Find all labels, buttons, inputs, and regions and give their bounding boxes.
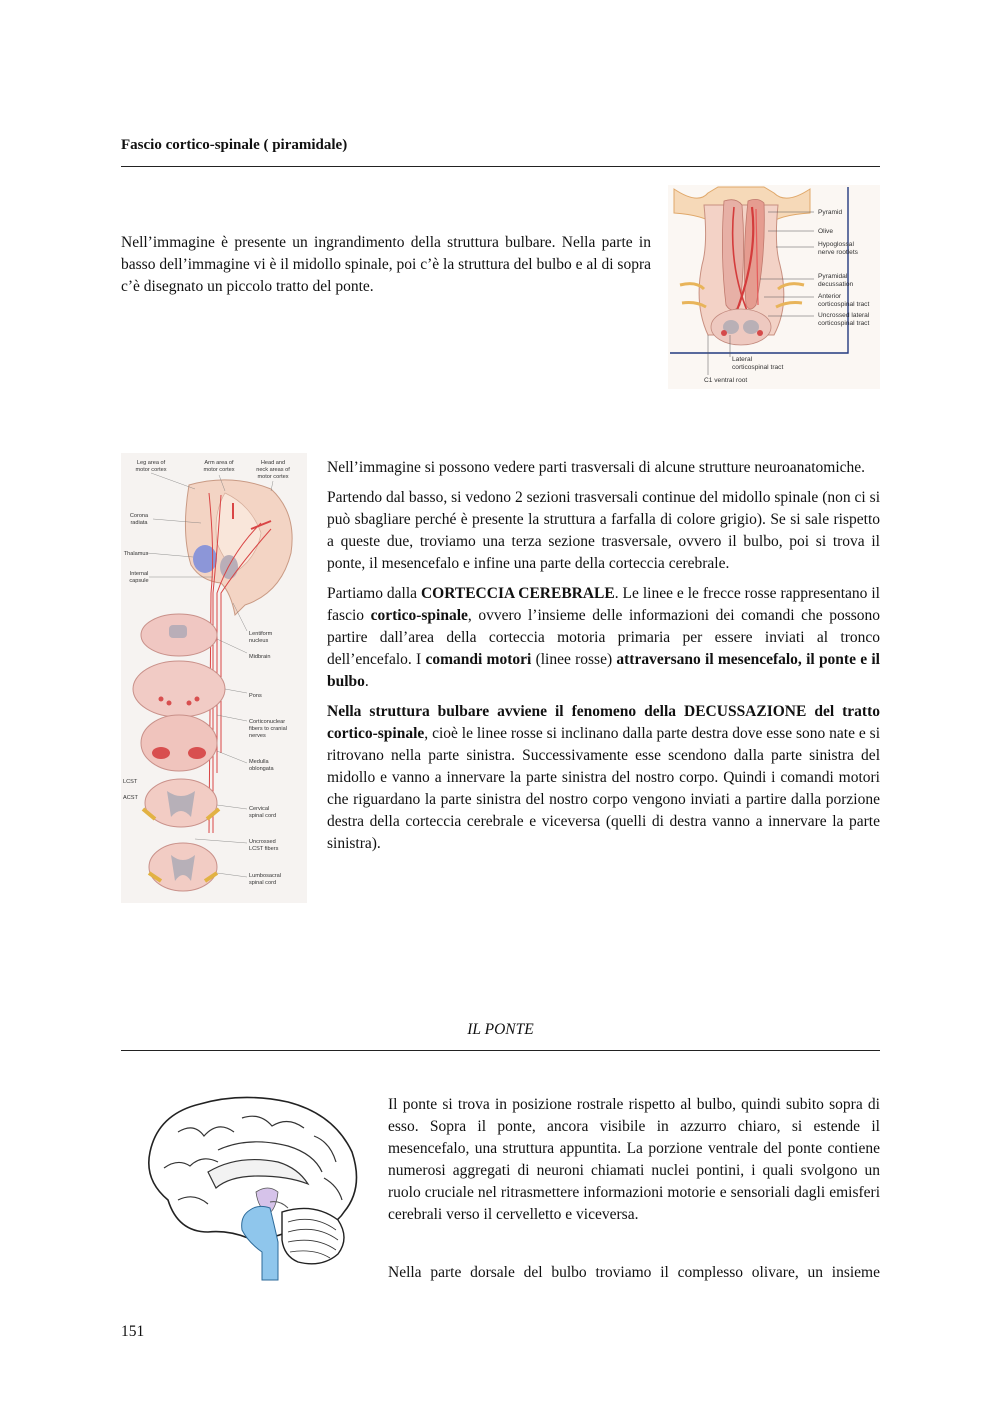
label-corticonuclear-2: fibers to cranial bbox=[249, 726, 287, 732]
label-arm-area-2: motor cortex bbox=[203, 467, 235, 473]
label-head-area-2: neck areas of bbox=[256, 467, 290, 473]
corticospinal-figure bbox=[121, 453, 307, 903]
label-uncrossed-lcst: Uncrossed bbox=[249, 839, 276, 845]
label-hypoglossal-2: nerve rootlets bbox=[818, 249, 858, 256]
olivare-text-block bbox=[388, 1262, 880, 1284]
label-decussation: Pyramidal bbox=[818, 273, 848, 280]
term-corteccia: CORTECCIA CEREBRALE bbox=[420, 585, 615, 602]
label-decussation-2: decussation bbox=[818, 281, 854, 288]
label-head-area: Head and bbox=[260, 460, 286, 466]
label-lateral-2: corticospinal tract bbox=[732, 364, 784, 371]
label-lateral: Lateral bbox=[732, 356, 753, 363]
label-olive: Olive bbox=[818, 228, 834, 235]
label-cervical: Cervical bbox=[249, 806, 270, 812]
label-pons: Pons bbox=[249, 693, 262, 699]
brain-sagittal-figure bbox=[138, 1092, 364, 1290]
label-lumbosacral: Lumbosacral bbox=[249, 873, 282, 879]
term-comandi-motori: comandi motori bbox=[425, 651, 532, 668]
label-cervical-2: spinal cord bbox=[249, 813, 277, 819]
label-c1: C1 ventral root bbox=[704, 377, 748, 384]
label-midbrain: Midbrain bbox=[249, 654, 271, 660]
label-anterior: Anterior bbox=[818, 293, 842, 300]
label-hypoglossal: Hypoglossal bbox=[818, 241, 854, 248]
page-number: 151 bbox=[121, 1323, 145, 1340]
label-leg-area-2: motor cortex bbox=[135, 467, 167, 473]
label-corticonuclear: Corticonuclear bbox=[249, 719, 286, 725]
pathway-paragraph-2: Partendo dal basso, si vedono 2 sezioni trasversali continue del midollo spinale (non ci si può sbagliare perché è presente la struttura a farfalla di colore grigio). Se si sale rispetto a queste due, troviamo una terza sezione trasversale, ovvero il bulbo, poi si trova il ponte, il mesencefalo e infine una parte della corteccia cerebrale. bbox=[327, 489, 880, 572]
label-leg-area: Leg area of bbox=[136, 460, 166, 466]
ponte-paragraph-1: Il ponte si trova in posizione rostrale rispetto al bulbo, quindi subito sopra di esso. Sopra il ponte, ancora visibile in azzurro chiaro, si estende il mesencefalo, una struttura appuntita. La porzione ventrale del ponte contiene numerosi aggregati di neuroni chiamati nuclei pontini, i quali svolgono un ruolo cruciale nel ritrasmettere informazioni motorie e sensoriali dagli emisferi cerebrali verso il cervelletto e viceversa. bbox=[388, 1096, 880, 1223]
pathway-paragraph-3: Partiamo dalla CORTECCIA CEREBRALE. Le linee e le frecce rosse rappresentano il fascio cortico-spinale, ovvero l’insieme delle informazioni dei comandi che possono partire dall’area della corteccia motoria primaria per essere inviati al tronco dell’encefalo. I comandi motori (linee rosse) attraversano il mesencefalo, il ponte e il bulbo. bbox=[327, 585, 881, 690]
intro-paragraph-block bbox=[121, 232, 651, 298]
label-uncrossed-lcst-2: LCST fibers bbox=[249, 846, 279, 852]
label-medulla-2: oblongata bbox=[249, 766, 274, 772]
label-pyramid: Pyramid bbox=[818, 209, 843, 216]
label-lumbosacral-2: spinal cord bbox=[249, 880, 277, 886]
label-anterior-2: corticospinal tract bbox=[818, 301, 870, 308]
label-internal-capsule-2: capsule bbox=[129, 578, 149, 584]
label-head-area-3: motor cortex bbox=[257, 474, 289, 480]
heading-rule bbox=[121, 166, 880, 167]
label-uncrossed: Uncrossed lateral bbox=[818, 312, 870, 319]
label-lentiform: Lentiform bbox=[249, 631, 273, 637]
intro-paragraph: Nell’immagine è presente un ingrandimento della struttura bulbare. Nella parte in basso dell’immagine vi è il midollo spinale, poi c’è la struttura del bulbo e al di sopra c’è disegnato un piccolo tratto del ponte. bbox=[121, 234, 651, 295]
medulla-figure bbox=[668, 185, 880, 389]
pathway-paragraph-1: Nell’immagine si possono vedere parti trasversali di alcune strutture neuroanatomiche. bbox=[327, 459, 866, 476]
label-corona-radiata-2: radiata bbox=[130, 520, 148, 526]
label-lentiform-2: nucleus bbox=[249, 638, 269, 644]
section-rule bbox=[121, 1050, 880, 1051]
label-medulla: Medulla bbox=[249, 759, 269, 765]
pathway-text-block bbox=[327, 457, 880, 855]
label-thalamus: Thalamus bbox=[123, 551, 149, 557]
section-heading: Fascio cortico-spinale ( piramidale) bbox=[121, 137, 348, 153]
label-lcst: LCST bbox=[123, 779, 138, 785]
label-corticonuclear-3: nerves bbox=[249, 733, 266, 739]
label-arm-area: Arm area of bbox=[204, 460, 234, 466]
label-uncrossed-2: corticospinal tract bbox=[818, 320, 870, 327]
label-internal-capsule: Internal bbox=[129, 571, 149, 577]
section-title-il-ponte: IL PONTE bbox=[467, 1021, 534, 1038]
pathway-paragraph-4: Nella struttura bulbare avviene il fenomeno della DECUSSAZIONE del tratto cortico-spinale, cioè le linee rosse si inclinano dalla parte destra dove esse sono nate e si ritrovano nella parte sinistra. Successivamente esse scendono dalla parte sinistra del midollo e vanno a innervare la parte sinistra del nostro corpo. Quindi i comandi motori che riguardano la parte sinistra del nostro corpo vengono inviati a partire dalla porzione destra della corteccia cerebrale e viceversa (quelli di destra vanno a innervare la parte sinistra). bbox=[327, 703, 880, 852]
term-attraversano: attraversano il mesencefalo, il ponte e il bulbo bbox=[327, 651, 880, 690]
term-decussazione: Nella struttura bulbare avviene il fenomeno della DECUSSAZIONE del tratto cortico-spinale bbox=[327, 703, 880, 742]
term-cortico-spinale: cortico-spinale bbox=[370, 607, 468, 624]
label-acst: ACST bbox=[123, 795, 138, 801]
ponte-paragraph-2: Nella parte dorsale del bulbo troviamo il complesso olivare, un insieme bbox=[388, 1264, 880, 1281]
label-corona-radiata: Corona bbox=[129, 513, 149, 519]
ponte-text-block bbox=[388, 1094, 880, 1226]
